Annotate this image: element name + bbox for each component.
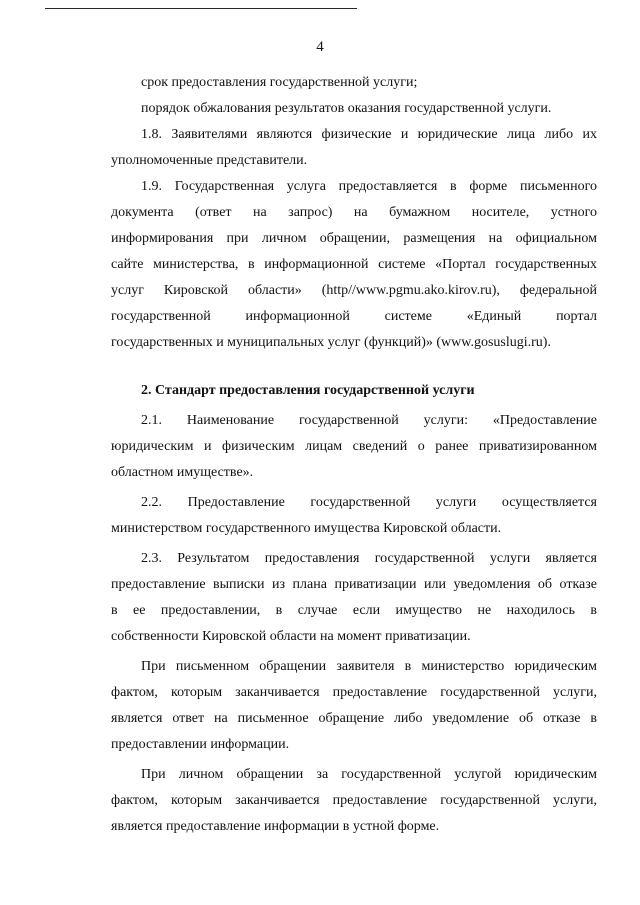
- paragraph-2-2: [111, 490, 597, 542]
- paragraph-service-term: [111, 70, 597, 96]
- paragraph-1-9: [111, 174, 597, 356]
- text-line: сайте министерства, в информационной системе «Портал государственных: [111, 257, 597, 272]
- section-heading: 2. Стандарт предоставления государственной услуги: [141, 383, 475, 398]
- text-line: При письменном обращении заявителя в министерство юридическим: [141, 659, 597, 674]
- text-line: уполномоченные представители.: [111, 153, 308, 168]
- document-body: [111, 70, 597, 840]
- text-line: государственной информационной системе «Единый портал: [111, 309, 597, 324]
- text-line: предоставлении информации.: [111, 737, 290, 752]
- text-line: документа (ответ на запрос) на бумажном носителе, устного: [111, 205, 597, 220]
- text-line: фактом, которым заканчивается предоставление государственной услуги,: [111, 685, 597, 700]
- text-line: 2.2. Предоставление государственной услуги осуществляется: [141, 495, 597, 510]
- text-line: государственных и муниципальных услуг (функций)» (www.gosuslugi.ru).: [111, 335, 551, 350]
- paragraph-personal-appeal: [111, 762, 597, 840]
- text-line: При личном обращении за государственной услугой юридическим: [141, 767, 597, 782]
- page-number: 4: [316, 39, 324, 55]
- text-line: министерством государственного имущества Кировской области.: [111, 521, 502, 536]
- text-line: предоставление выписки из плана приватизации или уведомления об отказе: [111, 577, 597, 592]
- text-line: срок предоставления государственной услуги;: [141, 75, 418, 90]
- paragraph-written-appeal: [111, 654, 597, 758]
- text-line: юридическим и физическим лицам сведений о ранее приватизированном: [111, 439, 597, 454]
- text-line: является ответ на письменное обращение либо уведомление об отказе в: [111, 711, 597, 726]
- text-line: услуг Кировской области» (http//www.pgmu.ako.kirov.ru), федеральной: [111, 283, 597, 298]
- paragraph-1-8: [111, 122, 597, 174]
- text-line: является предоставление информации в устной форме.: [111, 819, 440, 834]
- text-line: собственности Кировской области на момент приватизации.: [111, 629, 471, 644]
- text-line: порядок обжалования результатов оказания государственной услуги.: [141, 101, 552, 116]
- text-line: 1.9. Государственная услуга предоставляется в форме письменного: [141, 179, 597, 194]
- paragraph-appeal-procedure: [111, 96, 597, 122]
- text-line: областном имуществе».: [111, 465, 254, 480]
- text-line: фактом, которым заканчивается предоставление государственной услуги,: [111, 793, 597, 808]
- paragraph-2-3: [111, 546, 597, 650]
- text-line: 2.3. Результатом предоставления государственной услуги является: [141, 551, 597, 566]
- top-rule-line: [45, 8, 357, 9]
- text-line: 2.1. Наименование государственной услуги: «Предоставление: [141, 413, 597, 428]
- text-line: информирования при личном обращении, размещения на официальном: [111, 231, 597, 246]
- text-line: в ее предоставлении, в случае если имущество не находилось в: [111, 603, 597, 618]
- text-line: 1.8. Заявителями являются физические и юридические лица либо их: [141, 127, 597, 142]
- paragraph-2-1: [111, 408, 597, 486]
